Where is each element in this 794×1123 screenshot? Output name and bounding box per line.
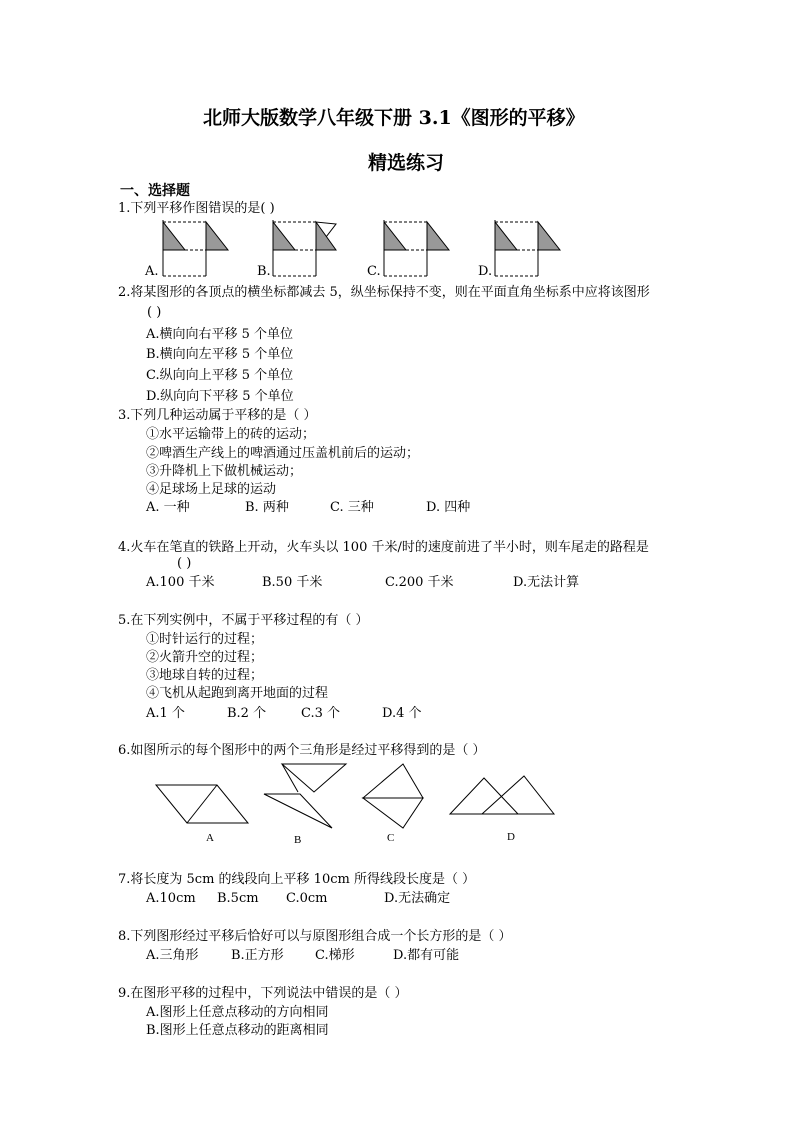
q2-option-d: D.纵向向下平移 5 个单位 bbox=[146, 389, 294, 404]
q4-option-a: A.100 千米 bbox=[146, 575, 215, 590]
q3-item-4: ④足球场上足球的运动 bbox=[146, 482, 277, 497]
q4-option-d: D.无法计算 bbox=[513, 575, 580, 590]
page-subtitle: 精选练习 bbox=[368, 152, 445, 174]
q6-label-b: B bbox=[294, 834, 302, 846]
q5-option-c: C.3 个 bbox=[301, 706, 341, 721]
q8-option-b: B.正方形 bbox=[231, 948, 284, 963]
q3-option-b: B. 两种 bbox=[245, 500, 289, 515]
q6-label-a: A bbox=[206, 832, 214, 844]
question-9-stem: 9.在图形平移的过程中，下列说法中错误的是（ ） bbox=[118, 986, 408, 1001]
q4-option-c: C.200 千米 bbox=[385, 575, 454, 590]
q2-option-b: B.横向向左平移 5 个单位 bbox=[146, 347, 294, 362]
q6-figure-d bbox=[448, 774, 556, 816]
q2-option-c: C.纵向向上平移 5 个单位 bbox=[146, 368, 294, 383]
question-7-stem: 7.将长度为 5cm 的线段向上平移 10cm 所得线段长度是（ ） bbox=[118, 872, 476, 887]
q6-label-c: C bbox=[387, 832, 395, 844]
q1-label-b: B. bbox=[257, 264, 271, 279]
page-title: 北师大版数学八年级下册 3.1《图形的平移》 bbox=[203, 107, 585, 129]
q5-item-1: ①时针运行的过程； bbox=[146, 632, 264, 647]
q3-option-a: A. 一种 bbox=[146, 500, 190, 515]
q5-item-4: ④飞机从起跑到离开地面的过程 bbox=[146, 686, 329, 701]
q1-figure-a bbox=[160, 218, 230, 278]
question-3-stem: 3.下列几种运动属于平移的是（ ） bbox=[118, 408, 317, 423]
q3-item-2: ②啤酒生产线上的啤酒通过压盖机前后的运动； bbox=[146, 446, 420, 461]
q9-option-a: A.图形上任意点移动的方向相同 bbox=[146, 1005, 329, 1020]
q1-figure-b bbox=[270, 218, 340, 278]
q6-figure-c bbox=[361, 762, 425, 830]
q5-option-b: B.2 个 bbox=[227, 706, 267, 721]
question-2-paren: ( ) bbox=[147, 305, 162, 320]
q3-option-d: D. 四种 bbox=[426, 500, 471, 515]
q1-label-a: A. bbox=[145, 264, 159, 279]
q9-option-b: B.图形上任意点移动的距离相同 bbox=[146, 1023, 329, 1038]
question-1-stem: 1.下列平移作图错误的是( ) bbox=[118, 201, 275, 216]
q5-item-2: ②火箭升空的过程； bbox=[146, 650, 264, 665]
q6-figure-b bbox=[262, 762, 348, 830]
q5-item-3: ③地球自转的过程； bbox=[146, 668, 264, 683]
q1-figure-c bbox=[381, 218, 451, 278]
q1-label-c: C. bbox=[367, 264, 381, 279]
q3-item-3: ③升降机上下做机械运动； bbox=[146, 464, 303, 479]
q3-item-1: ①水平运输带上的砖的运动； bbox=[146, 427, 316, 442]
section-heading: 一、选择题 bbox=[120, 183, 190, 199]
q5-option-d: D.4 个 bbox=[382, 706, 422, 721]
q4-option-b: B.50 千米 bbox=[262, 575, 323, 590]
question-8-stem: 8.下列图形经过平移后恰好可以与原图形组合成一个长方形的是（ ） bbox=[118, 929, 512, 944]
q6-figure-a bbox=[155, 782, 250, 827]
q7-option-c: C.0cm bbox=[286, 891, 328, 906]
question-4-stem: 4.火车在笔直的铁路上开动，火车头以 100 千米/时的速度前进了半小时，则车尾走的路程是 bbox=[118, 540, 649, 555]
question-5-stem: 5.在下列实例中，不属于平移过程的有（ ） bbox=[118, 613, 369, 628]
q3-option-c: C. 三种 bbox=[330, 500, 374, 515]
question-6-stem: 6.如图所示的每个图形中的两个三角形是经过平移得到的是（ ） bbox=[118, 743, 486, 758]
q7-option-b: B.5cm bbox=[217, 891, 259, 906]
q1-figure-d bbox=[492, 218, 562, 278]
q8-option-a: A.三角形 bbox=[146, 948, 199, 963]
q8-option-c: C.梯形 bbox=[315, 948, 355, 963]
q1-label-d: D. bbox=[478, 264, 493, 279]
q7-option-a: A.10cm bbox=[146, 891, 196, 906]
question-4-paren: ( ) bbox=[177, 556, 192, 571]
q6-label-d: D bbox=[507, 831, 515, 843]
q2-option-a: A.横向向右平移 5 个单位 bbox=[146, 327, 294, 342]
q5-option-a: A.1 个 bbox=[146, 706, 185, 721]
q7-option-d: D.无法确定 bbox=[384, 891, 451, 906]
question-2-stem: 2.将某图形的各顶点的横坐标都减去 5，纵坐标保持不变，则在平面直角坐标系中应将该图形 bbox=[118, 285, 650, 300]
q8-option-d: D.都有可能 bbox=[393, 948, 460, 963]
